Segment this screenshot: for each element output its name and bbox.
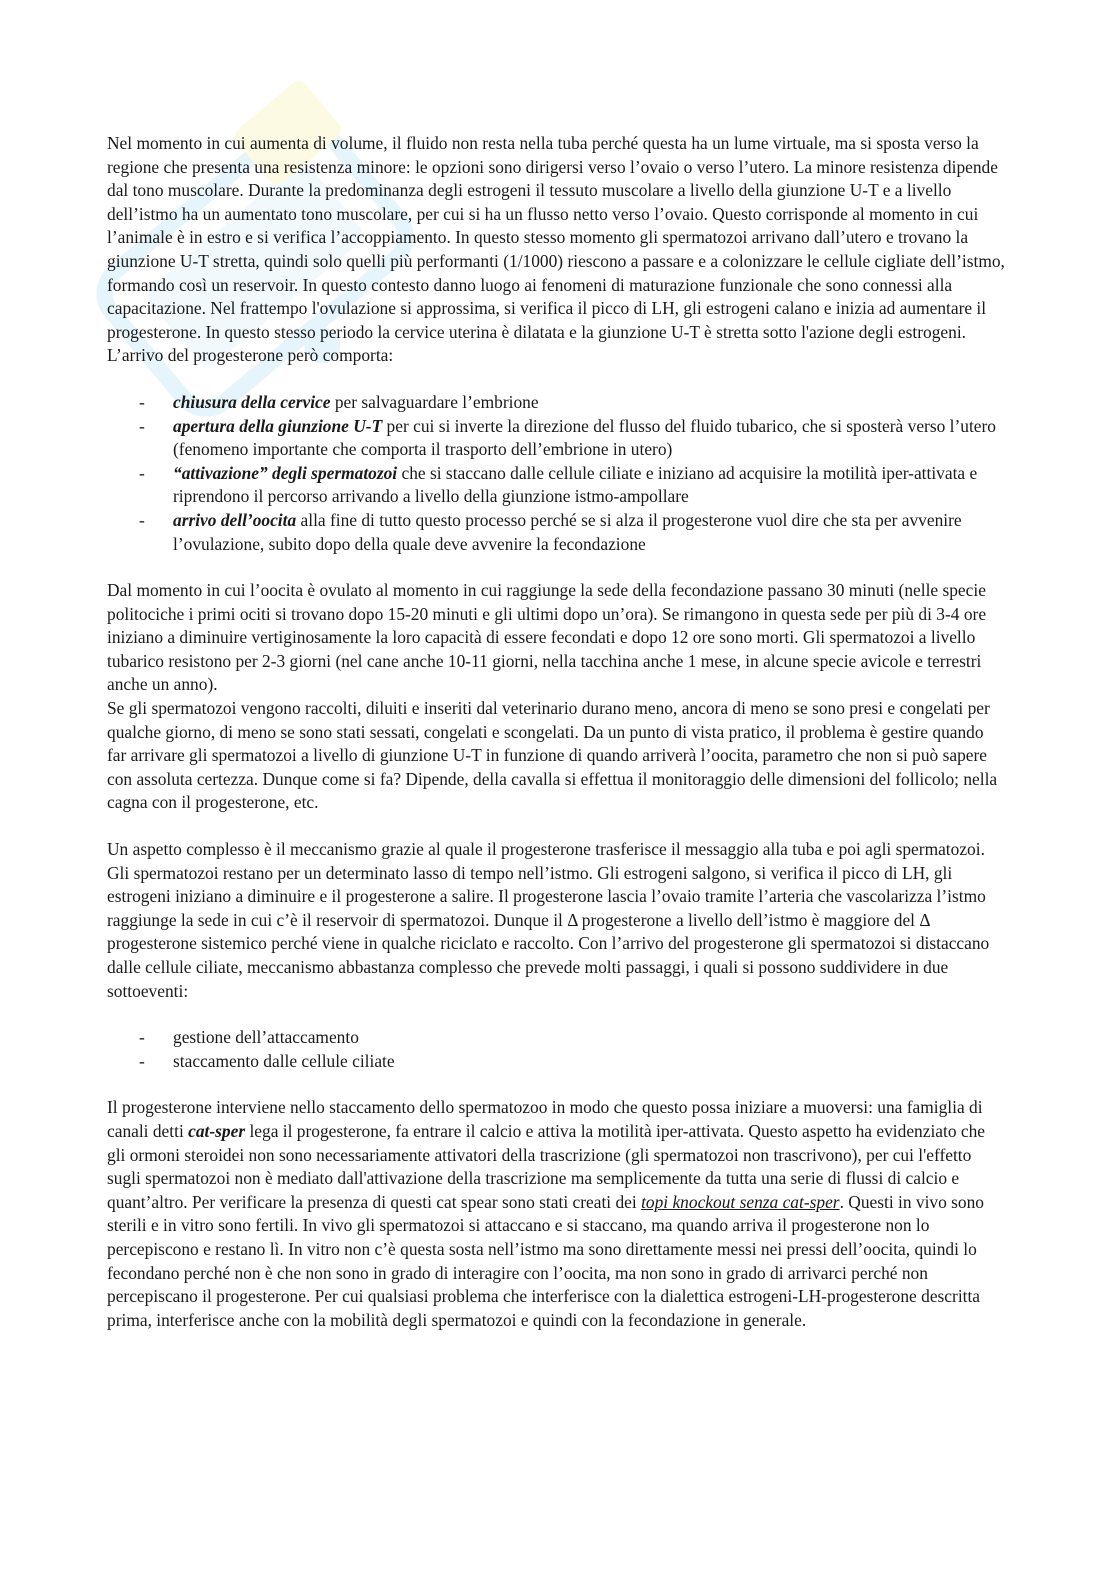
text-run: lega il progesterone, fa entrare il calcio e attiva la motilità iper-attivata. Questo aspetto ha evidenziato che gli ormoni steroidei non sono necessariamente attivatori della trascrizione (gli spermatozoi non trascrivono), per cui l'effetto sugli spermatozoi non è mediato dall'attivazione della trascrizione ma semplicemente da tutta una serie di flussi di calcio e quant’altro. Per verificare la presenza di questi cat spear sono stati creati dei xyxy=(107,1120,986,1212)
list-item-text: che si staccano dalle cellule ciliate e iniziano ad acquisire la motilità iper-attivata e riprendono il percorso arrivando a livello della giunzione istmo-ampollare xyxy=(173,462,978,507)
dash-bullet: - xyxy=(139,415,145,436)
list-item-term: chiusura della cervice xyxy=(173,391,331,412)
progesterone-effects-list xyxy=(107,391,1007,556)
dash-bullet: - xyxy=(139,509,145,530)
list-item-text: alla fine di tutto questo processo perché se si alza il progesterone vuol dire che sta per avvenire l’ovulazione, subito dopo della quale deve avvenire la fecondazione xyxy=(173,509,962,554)
dash-bullet: - xyxy=(139,462,145,483)
paragraph-fluid-flow: Nel momento in cui aumenta di volume, il fluido non resta nella tuba perché questa ha un lume virtuale, ma si sposta verso la regione che presenta una resistenza minore: le opzioni sono dirigersi verso l’ovaio o verso l’utero. La minore resistenza dipende dal tono muscolare. Durante la predominanza degli estrogeni il tessuto muscolare a livello della giunzione U-T e a livello dell’istmo ha un aumentato tono muscolare, per cui si ha un flusso netto verso l’ovaio. Questo corrisponde al momento in cui l’animale è in estro e si verifica l’accoppiamento. In questo stesso momento gli spermatozoi arrivano dall’utero e trovano la giunzione U-T stretta, quindi solo quelli più performanti (1/1000) riescono a passare e a colonizzare le cellule cigliate dell’istmo, formando così un reservoir. In questo contesto danno luogo ai fenomeni di maturazione funzionale che sono connessi alla capacitazione. Nel frattempo l'ovulazione si approssima, si verifica il picco di LH, gli estrogeni calano e inizia ad aumentare il progesterone. In questo stesso periodo la cervice uterina è dilatata e la giunzione U-T è stretta sotto l'azione degli estrogeni. L’arrivo del progesterone però comporta: xyxy=(107,133,1005,366)
catsper-term: cat-sper xyxy=(188,1120,246,1141)
text-run: Il progesterone interviene nello staccamento dello spermatozoo in modo che questo possa iniziare a muoversi: una famiglia di canali detti xyxy=(107,1097,983,1141)
paragraph-insemination: Se gli spermatozoi vengono raccolti, diluiti e inseriti dal veterinario durano meno, ancora di meno se sono presi e congelati per qualche giorno, di meno se sono stati sessati, congelati e scongelati. Da un punto di vista pratico, il problema è gestire quando far arrivare gli spermatozoi a livello di giunzione U-T in funzione di quando arriverà l’oocita, parametro che non si può sapere con assoluta certezza. Dunque come si fa? Dipende, della cavalla si effettua il monitoraggio delle dimensioni del follicolo; nella cagna con il progesterone, etc. xyxy=(107,698,998,813)
list-item-term: arrivo dell’oocita xyxy=(173,509,297,530)
list-item-text: staccamento dalle cellule ciliate xyxy=(173,1050,395,1071)
list-item-text: per salvaguardare l’embrione xyxy=(330,391,539,412)
list-item-term: apertura della giunzione U-T xyxy=(173,415,383,436)
list-item xyxy=(107,391,1007,415)
list-item xyxy=(107,1026,1007,1050)
knockout-mice-link[interactable]: topi knockout senza cat-sper xyxy=(641,1191,840,1212)
list-item xyxy=(107,509,1007,556)
list-item xyxy=(107,462,1007,509)
dash-bullet: - xyxy=(139,391,145,412)
list-item-text: per cui si inverte la direzione del flusso del fluido tubarico, che si sposterà verso l’utero (fenomeno importante che comporta il trasporto dell’embrione in utero) xyxy=(173,415,996,460)
list-item xyxy=(107,1050,1007,1074)
list-item-text: gestione dell’attaccamento xyxy=(173,1027,359,1048)
list-item-term: “attivazione” degli spermatozoi xyxy=(173,462,398,483)
dash-bullet: - xyxy=(139,1027,145,1048)
dash-bullet: - xyxy=(139,1050,145,1071)
subevents-list xyxy=(107,1026,1007,1073)
text-run: . Questi in vivo sono sterili e in vitro sono fertili. In vivo gli spermatozoi si attaccano e si staccano, ma quando arriva il progesterone non lo percepiscono e restano lì. In vitro non c’è questa sosta nell’istmo ma sono direttamente messi nei pressi dell’oocita, quindi lo fecondano perché non è che non sono in grado di interagire con l’oocita, ma non sono in grado di arrivarci perché non percepiscano il progesterone. Per cui qualsiasi problema che interferisce con la dialettica estrogeni-LH-progesterone descritta prima, interferisce anche con la mobilità degli spermatozoi e quindi con la fecondazione in generale. xyxy=(107,1191,985,1330)
paragraph-progesterone-mechanism: Un aspetto complesso è il meccanismo grazie al quale il progesterone trasferisce il messaggio alla tuba e poi agli spermatozoi. Gli spermatozoi restano per un determinato lasso di tempo nell’istmo. Gli estrogeni salgono, si verifica il picco di LH, gli estrogeni iniziano a diminuire e il progesterone a salire. Il progesterone lascia l’ovaio tramite l’arteria che vascolarizza l’istmo raggiunge la sede in cui c’è il reservoir di spermatozoi. Dunque il Δ progesterone a livello dell’istmo è maggiore del Δ progesterone sistemico perché viene in qualche riciclato e raccolto. Con l’arrivo del progesterone gli spermatozoi si distaccano dalle cellule ciliate, meccanismo abbastanza complesso che prevede molti passaggi, i quali si possono suddividere in due sottoeventi: xyxy=(107,839,990,1001)
list-item xyxy=(107,415,1007,462)
paragraph-oocyte-timing: Dal momento in cui l’oocita è ovulato al momento in cui raggiunge la sede della fecondazione passano 30 minuti (nelle specie politociche i primi ociti si trovano dopo 15-20 minuti e gli ultimi dopo un’ora). Se rimangono in questa sede per più di 3-4 ore iniziano a diminuire vertiginosamente la loro capacità di essere fecondati e dopo 12 ore sono morti. Gli spermatozoi a livello tubarico resistono per 2-3 giorni (nel cane anche 10-11 giorni, nella tacchina anche 1 mese, in alcune specie avicole e terrestri anche un anno). xyxy=(107,580,987,695)
paragraph-catsper xyxy=(107,1096,1007,1332)
document-page xyxy=(107,132,1007,1332)
